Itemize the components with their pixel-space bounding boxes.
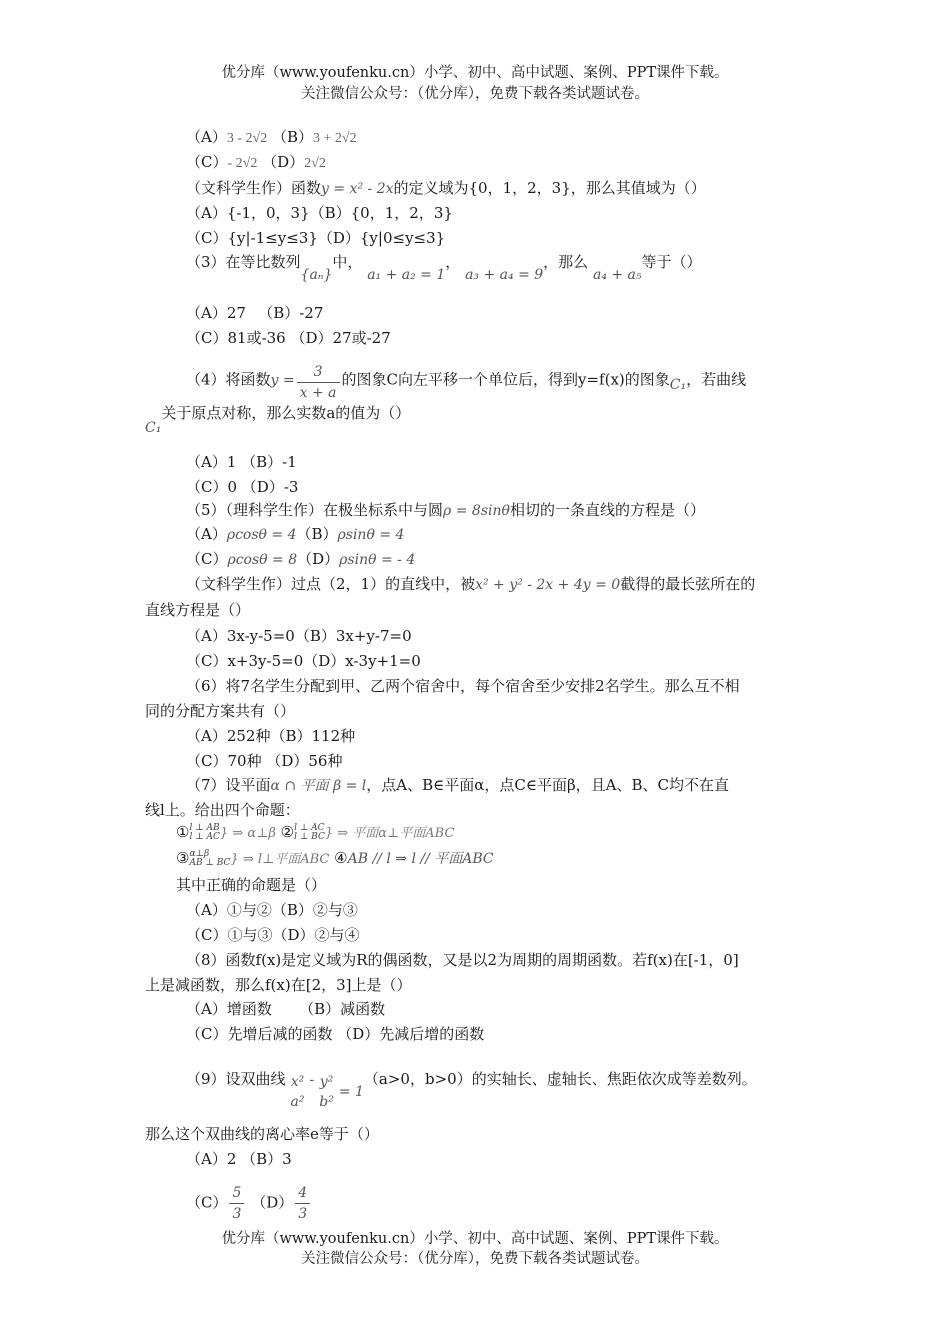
proposition-1-conditions: l ⊥ AB l ⊥ AC bbox=[189, 823, 220, 842]
question-9-line-2: 那么这个双曲线的离心率e等于（） bbox=[145, 1125, 379, 1143]
question-wenke-chord-line-2: 直线方程是（） bbox=[145, 601, 251, 619]
options-cd: （C） $\frac{5}{3}$ （D） $\frac{4}{3}$ bbox=[186, 1183, 312, 1224]
proposition-3-4: ③ α⊥β AB ⊥ BC } ⇒ l⊥平面ABC ④AB // l ⇒ l // 平面ABC bbox=[176, 849, 494, 868]
footer-line-2: 关注微信公众号：（优分库），免费下载各类试题试卷。 bbox=[301, 1251, 649, 1267]
options-ab: （A）1 （B）-1 bbox=[186, 453, 297, 471]
options-cd: （C）81或-36 （D）27或-27 bbox=[186, 329, 391, 347]
question-5: （5）（理科学生作）在极坐标系中与圆ρ = 8sinθ相切的一条直线的方程是（） bbox=[186, 501, 705, 519]
fraction: $\frac{4}{3}$ bbox=[295, 1183, 310, 1224]
header-line-1: 优分库（www.youfenku.cn）小学、初中、高中试题、案例、PPT课件下载。 bbox=[221, 65, 729, 81]
options-cd: （C）先增后减的函数 （D）先减后增的函数 bbox=[186, 1025, 485, 1043]
question-7: （7）设平面α ∩ 平面 β = l，点A、B∈平面α，点C∈平面β，且A、B、C均不在直 bbox=[186, 776, 729, 794]
options-ab: （A）2 （B）3 bbox=[186, 1150, 292, 1168]
options-ab: （A）3x-y-5=0（B）3x+y-7=0 bbox=[186, 627, 412, 645]
question-7-ask: 其中正确的命题是（） bbox=[176, 876, 327, 894]
options-cd: （C）70种 （D）56种 bbox=[186, 752, 343, 770]
question-wenke-range: （文科学生作）函数y = x² - 2x的定义域为{0，1，2，3}，那么其值域为（） bbox=[186, 179, 706, 197]
options-cd: （C）0 （D）-3 bbox=[186, 478, 299, 496]
options-cd: （C）x+3y-5=0（D）x-3y+1=0 bbox=[186, 652, 421, 670]
question-9: （9）设双曲线 x² a² - y² b² = 1（a>0，b>0）的实轴长、虚轴长、焦距依次成等差数列。 bbox=[186, 1070, 757, 1110]
question-4: （4）将函数y = $\frac{3}{x + a}$ 的图象C向左平移一个单位后，得到y=f(x)的图象C₁，若曲线 bbox=[186, 364, 747, 401]
prev-options-ab: （A）3 - 2√2 （B）3 + 2√2 bbox=[186, 128, 357, 146]
fraction: x² a² bbox=[290, 1074, 305, 1110]
options-cd: （C）①与③（D）②与④ bbox=[186, 926, 360, 944]
proposition-2-conditions: l ⊥ AC l ⊥ BC bbox=[294, 823, 325, 842]
question-6-line-2: 同的分配方案共有（） bbox=[145, 702, 296, 720]
fraction: $\frac{5}{3}$ bbox=[229, 1183, 244, 1224]
question-6: （6）将7名学生分配到甲、乙两个宿舍中，每个宿舍至少安排2名学生。那么互不相 bbox=[186, 677, 740, 695]
question-8-line-2: 上是减函数，那么f(x)在[2，3]上是（） bbox=[145, 976, 412, 994]
question-wenke-chord: （文科学生作）过点（2，1）的直线中，被x² + y² - 2x + 4y = 0截得的最长弦所在的 bbox=[186, 575, 756, 593]
fraction: y² b² bbox=[319, 1074, 334, 1110]
options-ab: （A）252种（B）112种 bbox=[186, 727, 356, 745]
options-ab: （A）增函数 （B）减函数 bbox=[186, 1000, 386, 1018]
options-ab: （A）①与②（B）②与③ bbox=[186, 901, 358, 919]
options-cd: （C）ρcosθ = 8（D）ρsinθ = - 4 bbox=[186, 550, 416, 568]
options-ab: （A）{-1，0，3}（B）{0，1，2，3} bbox=[186, 204, 453, 222]
proposition-1-2: ① l ⊥ AB l ⊥ AC } ⇒ α⊥β ② l ⊥ AC l ⊥ BC } ⇒ 平面α⊥平面ABC bbox=[176, 823, 455, 842]
options-cd: （C）{y|-1≤y≤3}（D）{y|0≤y≤3} bbox=[186, 229, 446, 247]
question-4-line-2: C₁关于原点对称，那么实数a的值为（） bbox=[145, 404, 411, 436]
options-ab: （A）ρcosθ = 4（B）ρsinθ = 4 bbox=[186, 525, 405, 543]
proposition-3-conditions: α⊥β AB ⊥ BC bbox=[189, 849, 231, 868]
fraction: $\frac{3}{x + a}$ bbox=[297, 362, 340, 403]
question-8: （8）函数f(x)是定义域为R的偶函数，又是以2为周期的周期函数。若f(x)在[-1，0] bbox=[186, 951, 739, 969]
options-ab: （A）27 （B）-27 bbox=[186, 304, 324, 322]
footer-line-1: 优分库（www.youfenku.cn）小学、初中、高中试题、案例、PPT课件下载。 bbox=[221, 1231, 729, 1247]
prev-options-cd: （C）- 2√2 （D）2√2 bbox=[186, 153, 326, 171]
question-3: （3）在等比数列{aₙ}中， a₁ + a₂ = 1， a₃ + a₄ = 9，那么 a₄ + a₅等于（） bbox=[186, 253, 702, 283]
header-line-2: 关注微信公众号：（优分库），免费下载各类试题试卷。 bbox=[301, 86, 649, 102]
question-7-line-2: 线l上。给出四个命题： bbox=[145, 801, 300, 819]
